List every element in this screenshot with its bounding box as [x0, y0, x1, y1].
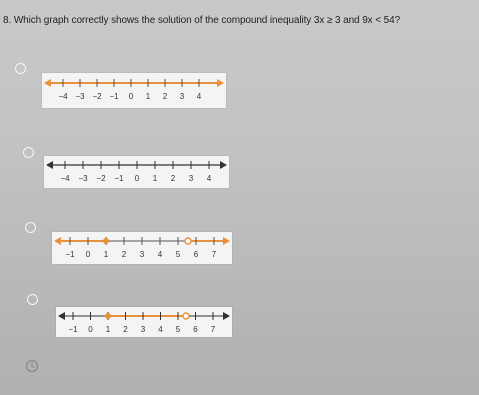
left-arrow: [54, 237, 61, 245]
tick-label: −1: [114, 174, 124, 183]
tick-label: 7: [210, 325, 216, 334]
tick-label: 5: [175, 325, 181, 334]
tick-label: 6: [193, 325, 198, 334]
option-a-radio[interactable]: [15, 63, 26, 74]
inequality-1: 3x ≥ 3: [313, 15, 341, 26]
tick-label: 7: [211, 250, 217, 259]
option-b-graph[interactable]: [44, 156, 229, 188]
tick-label: 2: [170, 174, 176, 183]
left-arrow: [44, 79, 51, 87]
tick-label: −3: [78, 174, 88, 183]
tick-label: 1: [105, 325, 111, 334]
left-arrow: [46, 161, 53, 169]
tick-label: −3: [75, 92, 85, 101]
tick-label: −1: [109, 92, 119, 101]
tick-label: 3: [179, 92, 185, 101]
option-c-radio[interactable]: [25, 222, 36, 233]
open-point: [185, 238, 191, 244]
question-text: [3, 15, 477, 26]
tick-label: 3: [188, 174, 194, 183]
question-stem: Which graph correctly shows the solution of the compound inequality: [13, 15, 314, 26]
option-b-radio[interactable]: [23, 147, 34, 158]
tick-label: 0: [134, 174, 140, 183]
tick-label: 4: [196, 92, 202, 101]
tick-label: 1: [103, 250, 109, 259]
tick-label: 6: [193, 250, 199, 259]
tick-label: 0: [128, 92, 134, 101]
tick-label: 5: [175, 250, 181, 259]
number-line-d: [56, 307, 232, 337]
option-a-graph[interactable]: [42, 73, 226, 108]
tick-label: 0: [88, 325, 93, 334]
tick-label: −2: [92, 92, 102, 101]
tick-label: 4: [157, 250, 163, 259]
open-point: [183, 313, 189, 319]
tick-label: 0: [85, 250, 91, 259]
right-arrow: [223, 312, 230, 320]
closed-point: [103, 238, 109, 244]
tick-label: 2: [162, 92, 168, 101]
closed-point: [105, 313, 111, 319]
right-arrow: [220, 161, 227, 169]
tick-label: 2: [121, 250, 127, 259]
clock-icon[interactable]: [25, 359, 39, 373]
tick-label: 1: [152, 174, 158, 183]
question-number: 8.: [3, 15, 12, 26]
number-line-b: [44, 156, 229, 188]
tick-label: 4: [158, 325, 163, 334]
option-d-radio[interactable]: [27, 294, 38, 305]
tick-label: 3: [139, 250, 145, 259]
tick-label: −4: [58, 92, 68, 101]
tick-label: −1: [65, 250, 75, 259]
question-mark: ?: [394, 15, 401, 26]
tick-label: −4: [60, 174, 70, 183]
right-arrow: [217, 79, 224, 87]
tick-label: 4: [206, 174, 212, 183]
inequality-2: 9x < 54: [362, 15, 395, 26]
tick-label: −2: [96, 174, 106, 183]
question-and: and: [340, 15, 363, 26]
tick-label: 2: [123, 325, 128, 334]
left-arrow: [58, 312, 65, 320]
tick-label: −1: [68, 325, 78, 334]
tick-label: 3: [140, 325, 146, 334]
number-line-c: [52, 232, 232, 264]
option-c-graph[interactable]: [52, 232, 232, 264]
option-d-graph[interactable]: [56, 307, 232, 337]
right-arrow: [223, 237, 230, 245]
number-line-a: [42, 73, 226, 108]
tick-label: 1: [145, 92, 151, 101]
